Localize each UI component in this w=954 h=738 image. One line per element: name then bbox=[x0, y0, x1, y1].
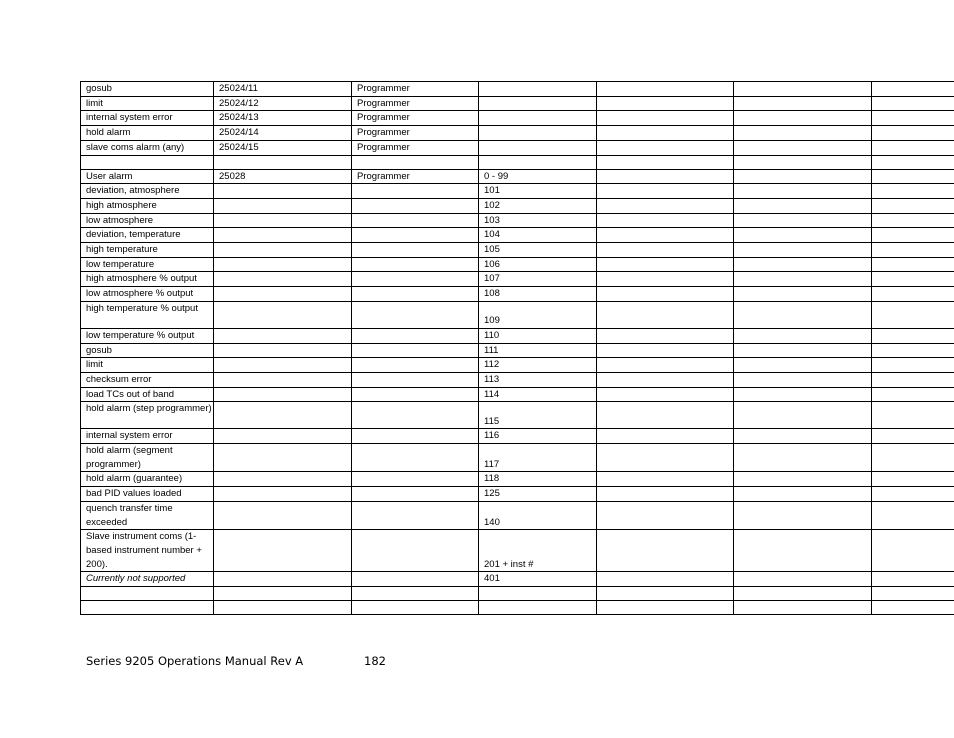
table-cell-col6 bbox=[734, 429, 872, 444]
table-cell-col2: 25024/14 bbox=[214, 126, 352, 141]
table-cell-col4: 109 bbox=[479, 301, 597, 328]
table-cell-col2 bbox=[214, 530, 352, 572]
table-cell-col6 bbox=[734, 501, 872, 529]
table-row bbox=[81, 96, 954, 111]
table-cell-col4: 125 bbox=[479, 487, 597, 502]
table-cell-col7 bbox=[872, 96, 954, 111]
table-cell-col1: deviation, temperature bbox=[81, 228, 214, 243]
table-cell-col3 bbox=[352, 402, 479, 429]
table-cell-col3 bbox=[352, 572, 479, 587]
table-cell-col2 bbox=[214, 387, 352, 402]
table-cell-col2: 25024/11 bbox=[214, 82, 352, 97]
table-cell-col5 bbox=[597, 487, 734, 502]
table-cell-col7 bbox=[872, 140, 954, 155]
table-cell-col1: hold alarm (guarantee) bbox=[81, 472, 214, 487]
table-row bbox=[81, 155, 954, 169]
table-cell-col4: 101 bbox=[479, 184, 597, 199]
table-cell-col1: high temperature bbox=[81, 243, 214, 258]
table-cell-col3 bbox=[352, 530, 479, 572]
table-cell-col7 bbox=[872, 444, 954, 472]
footer-page-number: 182 bbox=[364, 654, 386, 668]
table-cell-col7 bbox=[872, 587, 954, 601]
table-cell-col4: 112 bbox=[479, 358, 597, 373]
table-cell-col1: low atmosphere bbox=[81, 213, 214, 228]
table-cell-col7 bbox=[872, 429, 954, 444]
table-cell-col1: high temperature % output bbox=[81, 301, 214, 328]
table-cell-col7 bbox=[872, 372, 954, 387]
table-cell-col1: checksum error bbox=[81, 372, 214, 387]
table-cell-col2 bbox=[214, 198, 352, 213]
table-cell-col3 bbox=[352, 228, 479, 243]
table-cell-col4: 102 bbox=[479, 198, 597, 213]
table-cell-col2: 25024/13 bbox=[214, 111, 352, 126]
table-cell-col3: Programmer bbox=[352, 96, 479, 111]
table-cell-col4: 105 bbox=[479, 243, 597, 258]
table-row bbox=[81, 429, 954, 444]
table-cell-col2 bbox=[214, 243, 352, 258]
table-cell-col4: 110 bbox=[479, 328, 597, 343]
table-cell-col1 bbox=[81, 155, 214, 169]
table-cell-col4: 117 bbox=[479, 444, 597, 472]
table-cell-col6 bbox=[734, 372, 872, 387]
table-cell-col7 bbox=[872, 257, 954, 272]
table-row bbox=[81, 501, 954, 529]
table-cell-col3 bbox=[352, 213, 479, 228]
table-cell-col4: 140 bbox=[479, 501, 597, 529]
table-cell-col5 bbox=[597, 184, 734, 199]
table-cell-col5 bbox=[597, 372, 734, 387]
table-cell-col2 bbox=[214, 501, 352, 529]
table-row bbox=[81, 328, 954, 343]
table-cell-col7 bbox=[872, 111, 954, 126]
table-cell-col1: load TCs out of band bbox=[81, 387, 214, 402]
table-cell-col7 bbox=[872, 358, 954, 373]
table-cell-col6 bbox=[734, 301, 872, 328]
table-cell-col2 bbox=[214, 301, 352, 328]
table-row bbox=[81, 272, 954, 287]
table-cell-col5 bbox=[597, 530, 734, 572]
table-cell-col3 bbox=[352, 472, 479, 487]
table-cell-col4 bbox=[479, 126, 597, 141]
table-cell-col2 bbox=[214, 358, 352, 373]
table-cell-col4: 0 - 99 bbox=[479, 169, 597, 184]
table-cell-col5 bbox=[597, 213, 734, 228]
table-cell-col2 bbox=[214, 487, 352, 502]
table-row bbox=[81, 82, 954, 97]
table-cell-col7 bbox=[872, 243, 954, 258]
table-cell-col4: 107 bbox=[479, 272, 597, 287]
table-cell-col1: gosub bbox=[81, 343, 214, 358]
table-cell-col2 bbox=[214, 272, 352, 287]
table-cell-col5 bbox=[597, 96, 734, 111]
table-cell-col3 bbox=[352, 487, 479, 502]
table-cell-col6 bbox=[734, 96, 872, 111]
table-cell-col5 bbox=[597, 257, 734, 272]
table-cell-col2 bbox=[214, 572, 352, 587]
table-cell-col2 bbox=[214, 429, 352, 444]
table-row bbox=[81, 111, 954, 126]
table-row bbox=[81, 184, 954, 199]
table-cell-col6 bbox=[734, 111, 872, 126]
table-cell-col1: quench transfer time exceeded bbox=[81, 501, 214, 529]
table-cell-col1 bbox=[81, 587, 214, 601]
table-cell-col1: low temperature % output bbox=[81, 328, 214, 343]
table-cell-col6 bbox=[734, 140, 872, 155]
table-cell-col5 bbox=[597, 301, 734, 328]
table-cell-col6 bbox=[734, 587, 872, 601]
table-cell-col6 bbox=[734, 82, 872, 97]
table-cell-col5 bbox=[597, 140, 734, 155]
table-cell-col7 bbox=[872, 530, 954, 572]
table-cell-col5 bbox=[597, 328, 734, 343]
table-cell-col4: 118 bbox=[479, 472, 597, 487]
table-cell-col5 bbox=[597, 228, 734, 243]
table-cell-col1: hold alarm (segment programmer) bbox=[81, 444, 214, 472]
table-cell-col7 bbox=[872, 472, 954, 487]
table-cell-col7 bbox=[872, 287, 954, 302]
table-cell-col5 bbox=[597, 155, 734, 169]
table-cell-col1: high atmosphere % output bbox=[81, 272, 214, 287]
table-cell-col4 bbox=[479, 140, 597, 155]
table-cell-col3 bbox=[352, 257, 479, 272]
table-cell-col3 bbox=[352, 501, 479, 529]
table-cell-col5 bbox=[597, 429, 734, 444]
footer-manual-title: Series 9205 Operations Manual Rev A bbox=[86, 654, 304, 668]
table-cell-col2 bbox=[214, 601, 352, 615]
table-cell-col6 bbox=[734, 444, 872, 472]
table-cell-col3 bbox=[352, 587, 479, 601]
table-row bbox=[81, 213, 954, 228]
table-cell-col4: 104 bbox=[479, 228, 597, 243]
table-cell-col1: User alarm bbox=[81, 169, 214, 184]
table-cell-col4: 116 bbox=[479, 429, 597, 444]
table-cell-col6 bbox=[734, 287, 872, 302]
table-cell-col7 bbox=[872, 213, 954, 228]
table-cell-col5 bbox=[597, 472, 734, 487]
table-cell-col6 bbox=[734, 530, 872, 572]
table-cell-col1: low temperature bbox=[81, 257, 214, 272]
table-cell-col5 bbox=[597, 601, 734, 615]
table-cell-col6 bbox=[734, 228, 872, 243]
table-cell-col6 bbox=[734, 387, 872, 402]
table-cell-col3 bbox=[352, 301, 479, 328]
table-cell-col2 bbox=[214, 184, 352, 199]
table-cell-col3 bbox=[352, 328, 479, 343]
table-cell-col3 bbox=[352, 429, 479, 444]
table-cell-col3 bbox=[352, 372, 479, 387]
table-cell-col3 bbox=[352, 243, 479, 258]
table-cell-col3: Programmer bbox=[352, 82, 479, 97]
table-cell-col5 bbox=[597, 243, 734, 258]
table-cell-col2 bbox=[214, 155, 352, 169]
table-row bbox=[81, 530, 954, 572]
table-cell-col2: 25024/12 bbox=[214, 96, 352, 111]
table-cell-col1: Currently not supported bbox=[81, 572, 214, 587]
table-cell-col1: limit bbox=[81, 358, 214, 373]
table-cell-col1: limit bbox=[81, 96, 214, 111]
table-cell-col1 bbox=[81, 601, 214, 615]
table-cell-col6 bbox=[734, 243, 872, 258]
table-row bbox=[81, 472, 954, 487]
table-cell-col3 bbox=[352, 343, 479, 358]
table-cell-col7 bbox=[872, 387, 954, 402]
table-cell-col5 bbox=[597, 501, 734, 529]
table-cell-col5 bbox=[597, 587, 734, 601]
table-cell-col4: 111 bbox=[479, 343, 597, 358]
table-cell-col4: 114 bbox=[479, 387, 597, 402]
table-cell-col4 bbox=[479, 111, 597, 126]
table-row bbox=[81, 198, 954, 213]
table-cell-col5 bbox=[597, 126, 734, 141]
table-cell-col3 bbox=[352, 155, 479, 169]
table-row bbox=[81, 169, 954, 184]
table-cell-col6 bbox=[734, 572, 872, 587]
table-cell-col4: 103 bbox=[479, 213, 597, 228]
table-cell-col1: bad PID values loaded bbox=[81, 487, 214, 502]
table-cell-col7 bbox=[872, 328, 954, 343]
table-cell-col3 bbox=[352, 387, 479, 402]
table-cell-col2 bbox=[214, 587, 352, 601]
table-cell-col5 bbox=[597, 111, 734, 126]
table-cell-col2 bbox=[214, 287, 352, 302]
table-cell-col3: Programmer bbox=[352, 140, 479, 155]
table-cell-col3 bbox=[352, 444, 479, 472]
table-row bbox=[81, 228, 954, 243]
table-cell-col4: 401 bbox=[479, 572, 597, 587]
table-cell-col2 bbox=[214, 228, 352, 243]
table-cell-col7 bbox=[872, 126, 954, 141]
table-row bbox=[81, 487, 954, 502]
table-cell-col2 bbox=[214, 372, 352, 387]
table-cell-col7 bbox=[872, 343, 954, 358]
table-cell-col6 bbox=[734, 184, 872, 199]
table-cell-col6 bbox=[734, 343, 872, 358]
table-cell-col3 bbox=[352, 358, 479, 373]
table-cell-col2 bbox=[214, 257, 352, 272]
table-cell-col4: 201 + inst # bbox=[479, 530, 597, 572]
table-cell-col3 bbox=[352, 272, 479, 287]
table-cell-col1: Slave instrument coms (1-based instrument number + 200). bbox=[81, 530, 214, 572]
table-row bbox=[81, 243, 954, 258]
table-row bbox=[81, 587, 954, 601]
table-row bbox=[81, 301, 954, 328]
table-cell-col4 bbox=[479, 82, 597, 97]
table-cell-col1: deviation, atmosphere bbox=[81, 184, 214, 199]
table-cell-col7 bbox=[872, 487, 954, 502]
table-cell-col6 bbox=[734, 257, 872, 272]
alarm-code-table bbox=[80, 81, 954, 615]
table-cell-col6 bbox=[734, 155, 872, 169]
table-cell-col7 bbox=[872, 82, 954, 97]
table-cell-col3 bbox=[352, 287, 479, 302]
table-cell-col4 bbox=[479, 155, 597, 169]
table-cell-col4: 115 bbox=[479, 402, 597, 429]
table-cell-col5 bbox=[597, 169, 734, 184]
table-cell-col6 bbox=[734, 126, 872, 141]
table-cell-col2 bbox=[214, 444, 352, 472]
table-row bbox=[81, 444, 954, 472]
table-row bbox=[81, 358, 954, 373]
table-cell-col2 bbox=[214, 328, 352, 343]
table-cell-col2 bbox=[214, 343, 352, 358]
table-cell-col7 bbox=[872, 155, 954, 169]
table-cell-col3: Programmer bbox=[352, 169, 479, 184]
table-cell-col7 bbox=[872, 198, 954, 213]
table-row bbox=[81, 572, 954, 587]
table-cell-col5 bbox=[597, 82, 734, 97]
table-cell-col2 bbox=[214, 213, 352, 228]
table-cell-col2 bbox=[214, 402, 352, 429]
table-cell-col7 bbox=[872, 301, 954, 328]
table-cell-col6 bbox=[734, 169, 872, 184]
table-cell-col5 bbox=[597, 444, 734, 472]
table-cell-col3: Programmer bbox=[352, 126, 479, 141]
table-cell-col1: internal system error bbox=[81, 429, 214, 444]
table-cell-col7 bbox=[872, 272, 954, 287]
table-cell-col6 bbox=[734, 402, 872, 429]
table-cell-col4 bbox=[479, 601, 597, 615]
table-cell-col6 bbox=[734, 472, 872, 487]
table-cell-col6 bbox=[734, 358, 872, 373]
table-cell-col7 bbox=[872, 601, 954, 615]
table-cell-col1: slave coms alarm (any) bbox=[81, 140, 214, 155]
table-cell-col4: 106 bbox=[479, 257, 597, 272]
table-cell-col2: 25028 bbox=[214, 169, 352, 184]
table-cell-col7 bbox=[872, 169, 954, 184]
table-cell-col5 bbox=[597, 572, 734, 587]
table-cell-col1: hold alarm (step programmer) bbox=[81, 402, 214, 429]
table-row bbox=[81, 402, 954, 429]
table-row bbox=[81, 287, 954, 302]
table-row bbox=[81, 126, 954, 141]
table-cell-col7 bbox=[872, 501, 954, 529]
table-cell-col6 bbox=[734, 487, 872, 502]
table-row bbox=[81, 387, 954, 402]
table-cell-col3: Programmer bbox=[352, 111, 479, 126]
table-cell-col4: 113 bbox=[479, 372, 597, 387]
table-cell-col7 bbox=[872, 228, 954, 243]
table-cell-col3 bbox=[352, 184, 479, 199]
table-cell-col5 bbox=[597, 272, 734, 287]
table-cell-col2: 25024/15 bbox=[214, 140, 352, 155]
table-row bbox=[81, 372, 954, 387]
table-cell-col7 bbox=[872, 184, 954, 199]
table-cell-col3 bbox=[352, 198, 479, 213]
table-cell-col6 bbox=[734, 601, 872, 615]
table-cell-col5 bbox=[597, 343, 734, 358]
table-cell-col3 bbox=[352, 601, 479, 615]
table-cell-col2 bbox=[214, 472, 352, 487]
table-cell-col4: 108 bbox=[479, 287, 597, 302]
table-cell-col6 bbox=[734, 328, 872, 343]
table-cell-col1: internal system error bbox=[81, 111, 214, 126]
table-cell-col7 bbox=[872, 572, 954, 587]
table-row bbox=[81, 257, 954, 272]
table-row bbox=[81, 601, 954, 615]
table-cell-col4 bbox=[479, 96, 597, 111]
table-cell-col4 bbox=[479, 587, 597, 601]
table-cell-col5 bbox=[597, 358, 734, 373]
table-cell-col1: low atmosphere % output bbox=[81, 287, 214, 302]
table-cell-col1: gosub bbox=[81, 82, 214, 97]
table-cell-col6 bbox=[734, 272, 872, 287]
table-cell-col6 bbox=[734, 213, 872, 228]
table-row bbox=[81, 343, 954, 358]
table-cell-col5 bbox=[597, 402, 734, 429]
table-cell-col5 bbox=[597, 387, 734, 402]
table-cell-col7 bbox=[872, 402, 954, 429]
table-row bbox=[81, 140, 954, 155]
table-cell-col5 bbox=[597, 287, 734, 302]
table-cell-col1: high atmosphere bbox=[81, 198, 214, 213]
table-cell-col1: hold alarm bbox=[81, 126, 214, 141]
table-cell-col6 bbox=[734, 198, 872, 213]
table-cell-col5 bbox=[597, 198, 734, 213]
